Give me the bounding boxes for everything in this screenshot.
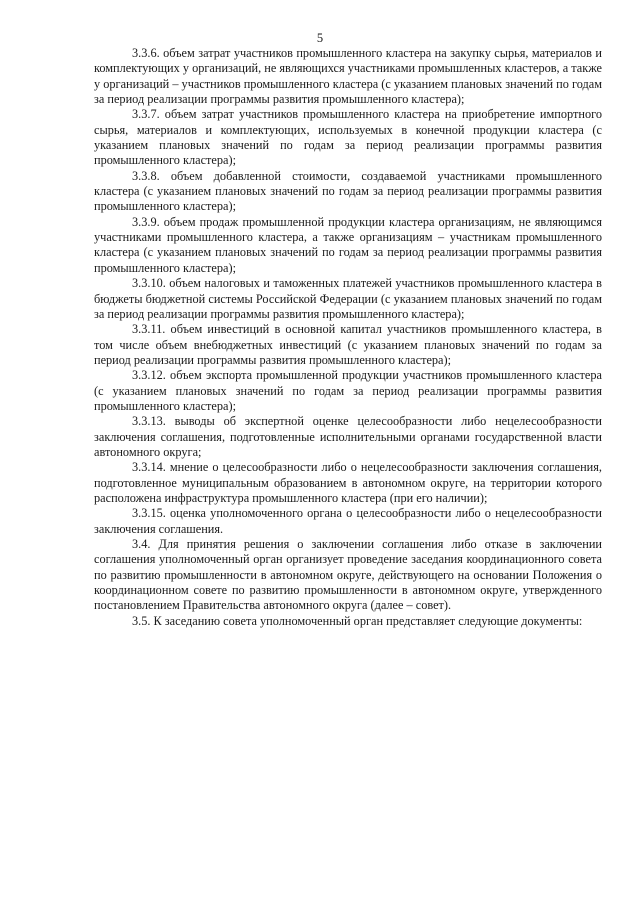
paragraph-3-3-14: 3.3.14. мнение о целесообразности либо о нецелесообразности заключения соглашения, подготовленное муниципальным образованием в автономном округе, на территории которого расположена инфраструктура промышленного кластера (при его наличии); — [94, 460, 602, 505]
paragraph-3-3-6: 3.3.6. объем затрат участников промышленного кластера на закупку сырья, материалов и комплектующих у организаций, не являющихся участниками промышленных кластеров, а также у организаций – участников промышленного кластера (с указанием плановых значений по годам за период реализации программы развития промышленного кластера); — [94, 46, 602, 107]
document-body — [94, 46, 602, 629]
paragraph-3-5: 3.5. К заседанию совета уполномоченный орган представляет следующие документы: — [132, 613, 583, 628]
paragraph-3-3-7: 3.3.7. объем затрат участников промышленного кластера на приобретение импортного сырья, материалов и комплектующих, используемых в конечной продукции кластера (с указанием плановых значений по годам за период реализации программы развития промышленного кластера); — [94, 107, 602, 168]
paragraph-3-3-11: 3.3.11. объем инвестиций в основной капитал участников промышленного кластера, в том числе объем внебюджетных инвестиций (с указанием плановых значений по годам за период реализации программы развития промышленного кластера); — [94, 322, 602, 367]
paragraph-3-3-10: 3.3.10. объем налоговых и таможенных платежей участников промышленного кластера в бюджеты бюджетной системы Российской Федерации (с указанием плановых значений по годам за период реализации программы развития промышленного кластера); — [94, 276, 602, 321]
paragraph-3-3-15: 3.3.15. оценка уполномоченного органа о целесообразности либо о нецелесообразности заключения соглашения. — [94, 506, 602, 536]
page-number: 5 — [316, 31, 324, 45]
paragraph-3-3-8: 3.3.8. объем добавленной стоимости, создаваемой участниками промышленного кластера (с указанием плановых значений по годам за период реализации программы развития промышленного кластера); — [94, 168, 602, 214]
paragraph-3-3-9: 3.3.9. объем продаж промышленной продукции кластера организациям, не являющимся участниками промышленного кластера, а также организациям – участникам промышленного кластера (с указанием плановых значений по годам за период реализации программы развития промышленного кластера); — [94, 214, 602, 275]
paragraph-3-3-12: 3.3.12. объем экспорта промышленной продукции участников промышленного кластера (с указанием плановых значений по годам за период реализации программы развития промышленного кластера); — [94, 368, 602, 413]
paragraph-3-3-13: 3.3.13. выводы об экспертной оценке целесообразности либо нецелесообразности заключения соглашения, подготовленные исполнительными органами государственной власти автономного округа; — [94, 414, 602, 459]
paragraph-3-4: 3.4. Для принятия решения о заключении соглашения либо отказе в заключении соглашения уполномоченный орган организует проведение заседания координационного совета по развитию промышленности в автономном округе, действующего на основании Положения о координационном совете по развитию промышленности в автономном округе, утвержденного постановлением Правительства автономного округа (далее – совет). — [94, 537, 602, 613]
